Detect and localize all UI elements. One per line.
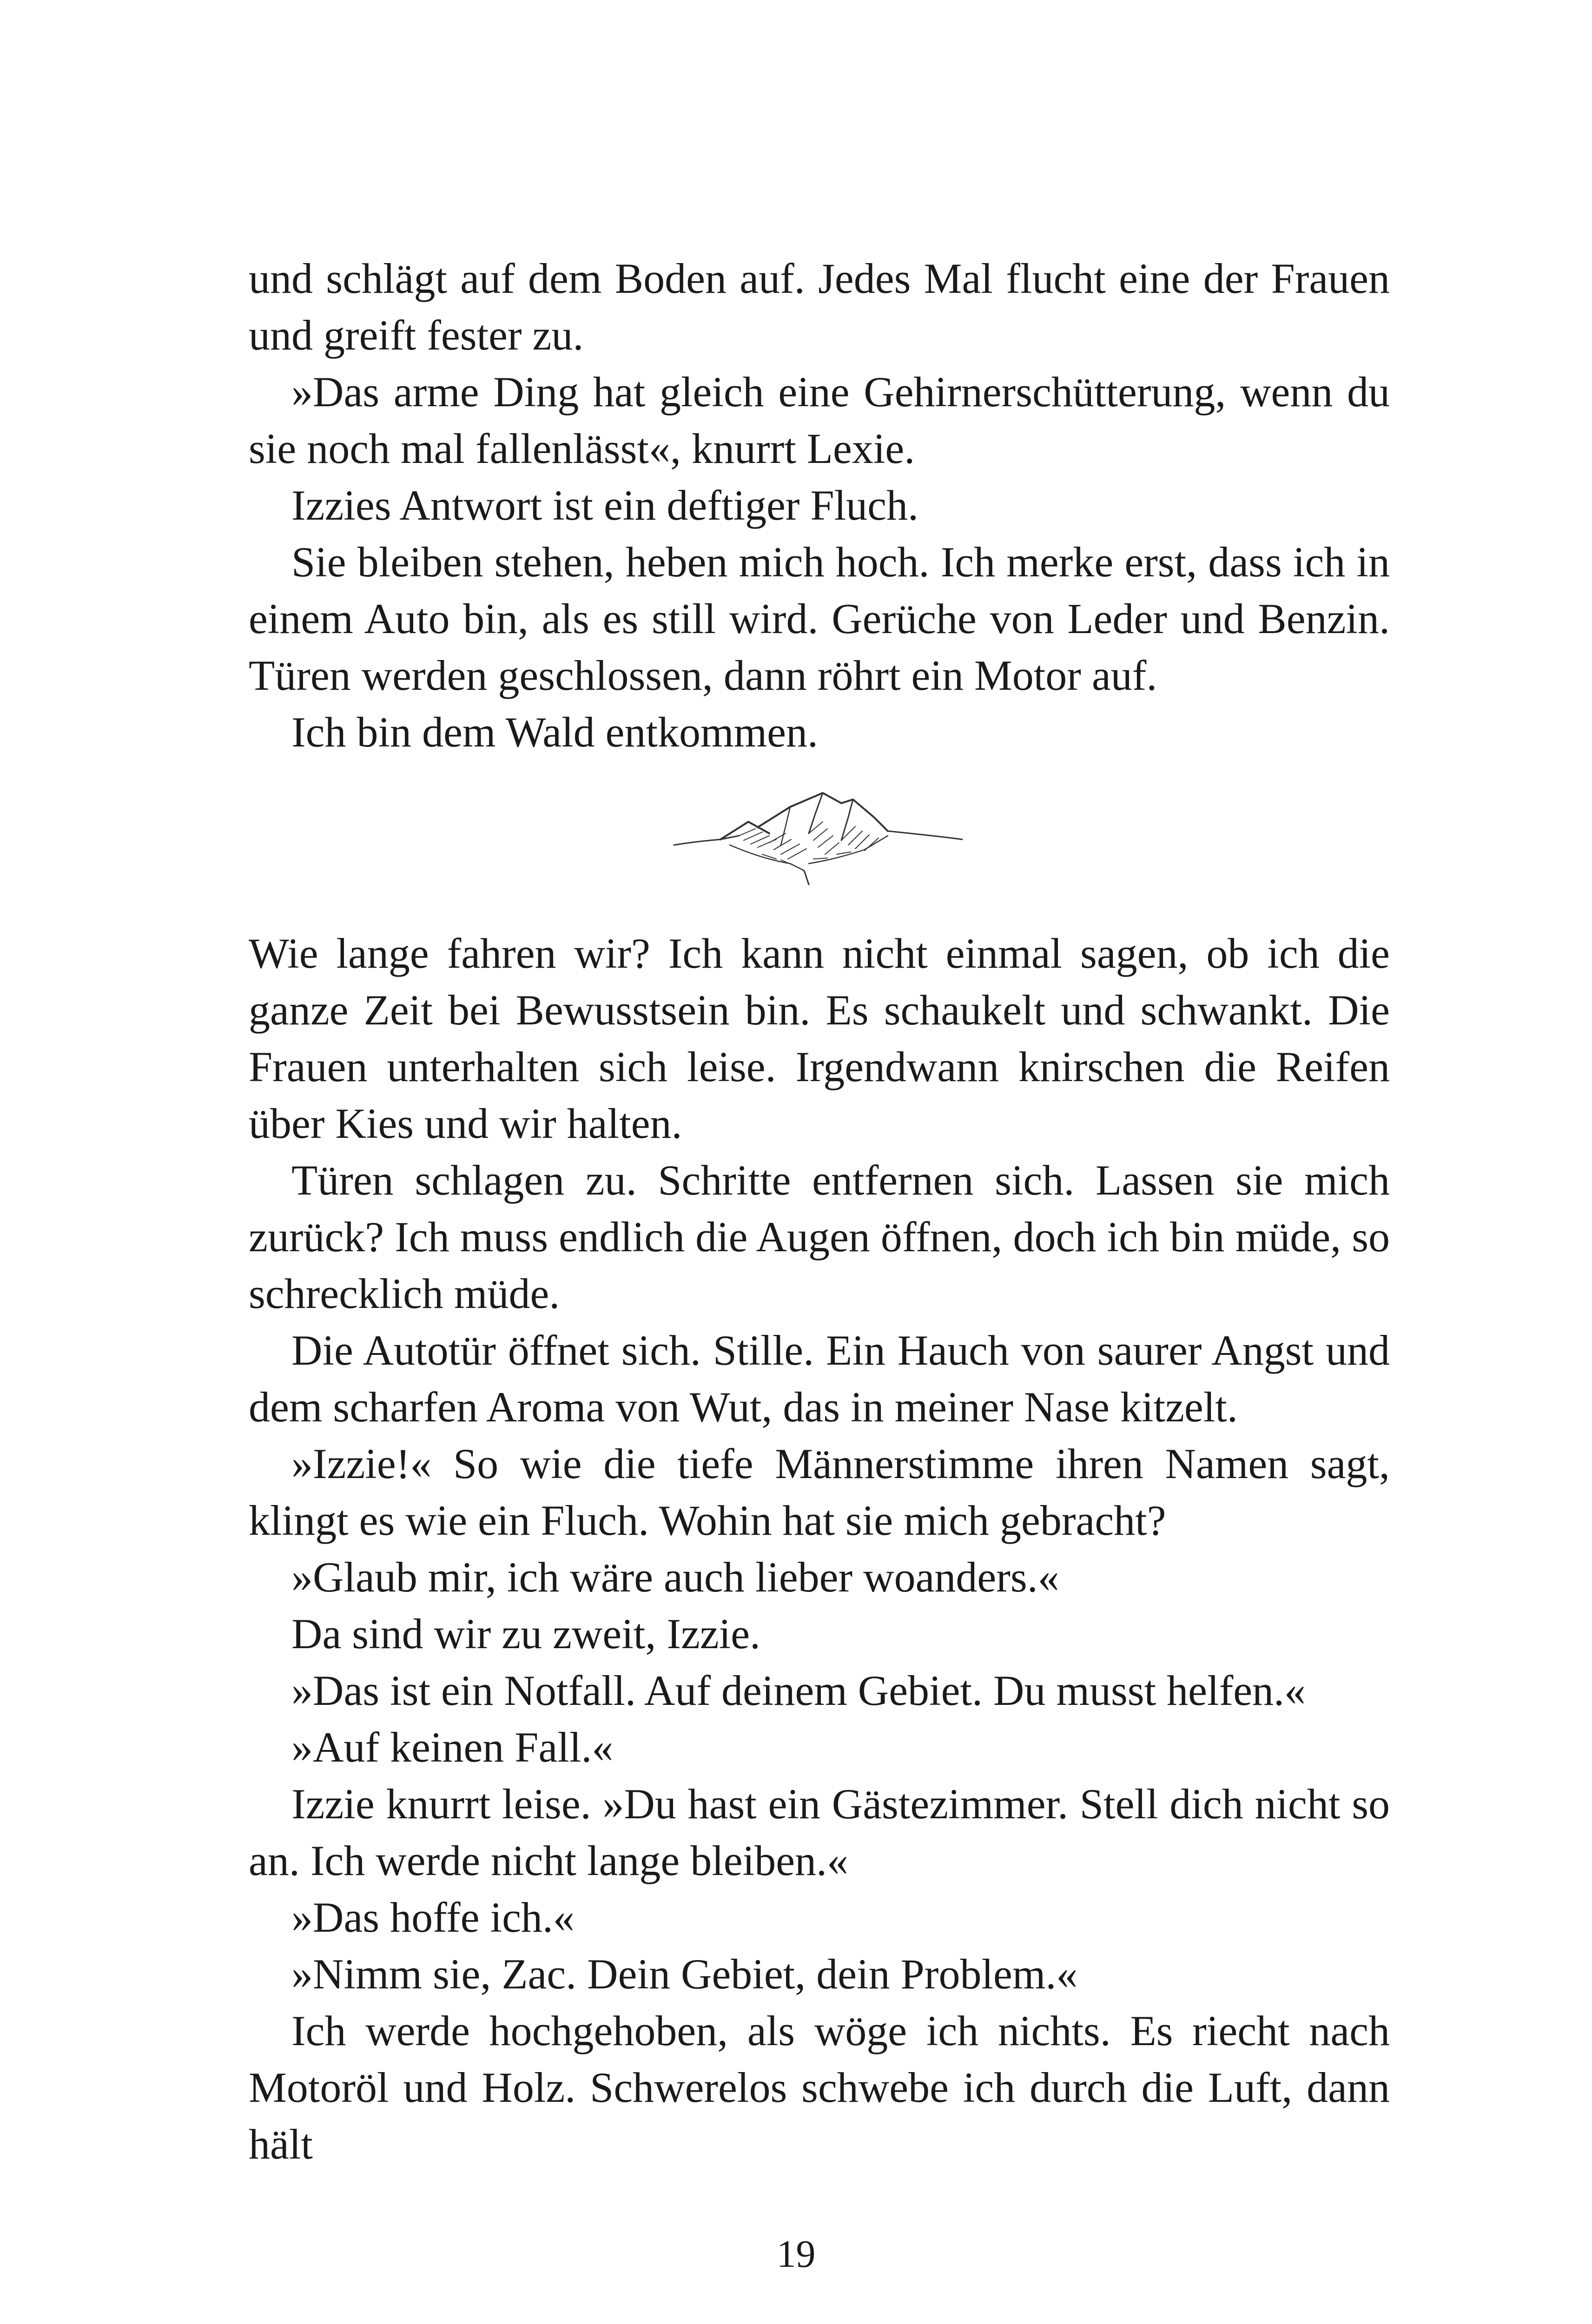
paragraph: »Das hoffe ich.« <box>291 1894 575 1941</box>
page-number: 19 <box>776 2232 816 2276</box>
paragraph: Die Autotür öffnet sich. Stille. Ein Hauch von saurer Angst und dem scharfen Aroma von Wut, das in meiner Nase kitzelt. <box>249 1327 1390 1431</box>
paragraph: Türen schlagen zu. Schritte entfernen sich. Lassen sie mich zurück? Ich muss endlich die Augen öffnen, doch ich bin müde, so schrecklich müde. <box>249 1156 1390 1317</box>
paragraph: Sie bleiben stehen, heben mich hoch. Ich merke erst, dass ich in einem Auto bin, als es still wird. Gerüche von Leder und Benzin. Türen werden geschlossen, dann röhrt ein Motor auf. <box>249 538 1390 699</box>
paragraph: Izzies Antwort ist ein deftiger Fluch. <box>291 482 919 529</box>
paragraph: »Auf keinen Fall.« <box>291 1723 614 1771</box>
paragraph: »Glaub mir, ich wäre auch lieber woanders.« <box>291 1553 1059 1601</box>
paragraph: und schlägt auf dem Boden auf. Jedes Mal flucht eine der Frauen und greift fester zu. <box>249 255 1390 359</box>
paragraph: Wie lange fahren wir? Ich kann nicht einmal sagen, ob ich die ganze Zeit bei Bewusstsein bin. Es schaukelt und schwankt. Die Frauen unterhalten sich leise. Irgendwann knirschen die Reifen über Kies und wir halten. <box>249 930 1390 1147</box>
paragraph: »Nimm sie, Zac. Dein Gebiet, dein Problem.« <box>291 1950 1078 1998</box>
paragraph: Izzie knurrt leise. »Du hast ein Gästezimmer. Stell dich nicht so an. Ich werde nicht lange bleiben.« <box>249 1780 1390 1884</box>
paragraph: Ich werde hochgehoben, als wöge ich nichts. Es riecht nach Motoröl und Holz. Schwerelos schwebe ich durch die Luft, dann hält <box>249 2007 1390 2168</box>
paragraph: »Izzie!« So wie die tiefe Männerstimme ihren Namen sagt, klingt es wie ein Fluch. Wohin hat sie mich gebracht? <box>249 1440 1390 1544</box>
paragraph: »Das ist ein Notfall. Auf deinem Gebiet. Du musst helfen.« <box>291 1667 1306 1714</box>
paragraph: »Das arme Ding hat gleich eine Gehirnerschütterung, wenn du sie noch mal fallenlässt«, knurrt Lexie. <box>249 368 1390 472</box>
text-section-one <box>249 250 1390 760</box>
text-section-two <box>249 925 1390 2172</box>
paragraph: Da sind wir zu zweit, Izzie. <box>291 1610 761 1657</box>
paragraph: Ich bin dem Wald entkommen. <box>291 708 818 756</box>
mountain-icon <box>669 789 967 896</box>
